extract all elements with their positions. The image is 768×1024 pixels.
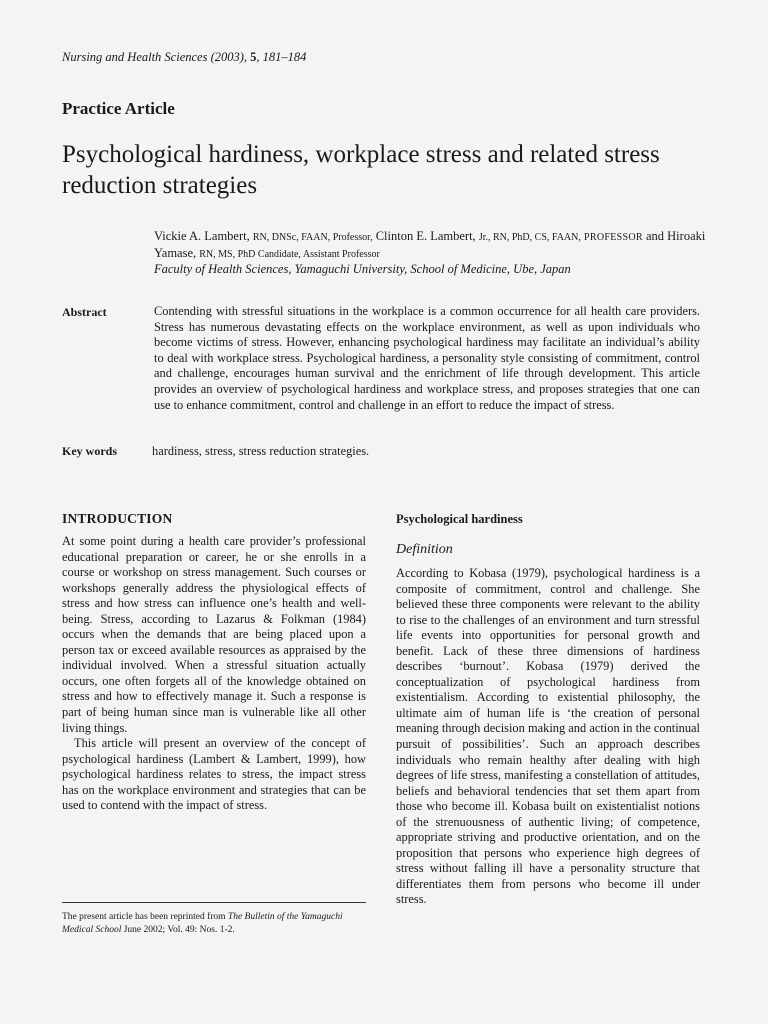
abstract-label: Abstract [62, 305, 107, 319]
affiliation: Faculty of Health Sciences, Yamaguchi University, School of Medicine, Ube, Japan [154, 262, 571, 276]
author-block [154, 229, 724, 278]
author-2-credentials: Jr., RN, PhD, CS, FAAN, [478, 232, 581, 243]
journal-name: Nursing and Health Sciences [62, 50, 208, 64]
author-1-credentials: RN, DNSc, FAAN, Professor, [252, 232, 373, 243]
author-conjunction: and [645, 229, 665, 243]
hardiness-paragraph-1: According to Kobasa (1979), psychological hardiness is a composite of commitment, control and challenge. She believed these three components were relevant to the ability to rise to the challenges of an environment and turn stressful life events into opportunities for personal growth and benefit. Lack of these three dimensions of hardiness describes ‘burnout’. Kobasa (1979) derived the conceptualization of psychological hardiness from existentialism. According to existential philosophy, the ultimate aim of human life is ‘the creation of personal meaning through decision making and action in the continual pursuit of possibilities’. Such an approach describes individuals who remain healthy after dealing with high degrees of life stress, manifesting a constellation of attitudes, beliefs and behavioral tendencies that set them apart from those who become ill. Kobasa built on existentialist notions of the strenuousness of authentic living; of competence, appropriate striving and productive orientation, and on the proposition that persons who experience high degrees of stress without falling ill have a personality structure that differentiates them from persons who become ill under stress. [396, 566, 700, 907]
hardiness-heading: Psychological hardiness [396, 512, 523, 526]
intro-heading: INTRODUCTION [62, 511, 173, 526]
keywords-text: hardiness, stress, stress reduction strategies. [152, 444, 370, 458]
author-3-credentials: RN, MS, PhD Candidate, Assistant Professor [199, 248, 380, 260]
article-type: Practice Article [62, 99, 175, 118]
footnote-divider [62, 902, 366, 903]
footnote-suffix: June 2002; Vol. 49: Nos. 1-2. [123, 924, 235, 935]
article-title: Psychological hardiness, workplace stress and related stress reduction strategies [62, 141, 660, 199]
author-1-name: Vickie A. Lambert, [154, 229, 250, 243]
definition-subheading: Definition [396, 542, 453, 557]
journal-year: (2003), [210, 50, 248, 64]
journal-citation [62, 50, 306, 65]
intro-paragraph-2: This article will present an overview of the concept of psychological hardiness (Lambert & Lambert, 1999), how psychological hardiness relates to stress, the impact stress has on the workplace environment and strategies that can be used to contend with the impact of stress. [62, 736, 366, 813]
left-column [62, 534, 366, 814]
right-column [396, 566, 700, 908]
footnote-source: The Bulletin of the Yamaguchi Medical School [62, 912, 343, 935]
keywords-label: Key words [62, 444, 117, 458]
intro-paragraph-1: At some point during a health care provider’s professional educational preparation or career, he or she enrolls in a course or workshop on stress management. Such courses or workshops generally address the physiological effects of stress and how stress can influence one’s health and well-being. Stress, according to Lazarus & Folkman (1984) occurs when the demands that are being placed upon a person tax or exceed available resources as appraised by the individual involved. When a stressful situation actually occurs, one often forgets all of the knowledge obtained on stress and how to effectively manage it. Such a response is part of being human since man is vulnerable like all other living things. [62, 534, 366, 735]
author-2-name: Clinton E. Lambert, [375, 229, 476, 243]
author-2-role: PROFESSOR [584, 232, 643, 243]
journal-pages: , 181–184 [256, 50, 307, 64]
journal-volume: 5 [250, 50, 257, 64]
footnote-prefix: The present article has been reprinted from [62, 912, 226, 922]
footnote [62, 911, 368, 936]
abstract-text: Contending with stressful situations in the workplace is a common occurrence for all health care providers. Stress has numerous devastating effects on the workplace environment, as well as upon individuals who become victims of stress. However, enhancing psychological hardiness may facilitate an individual’s ability to deal with workplace stress. Psychological hardiness, a personality style consisting of commitment, control and challenge, encourages human survival and the enrichment of life through development. This article provides an overview of psychological hardiness and workplace stress, and proposes strategies that one can use to enhance commitment, control and challenge in an effort to reduce the impact of stress. [154, 304, 700, 412]
author-3-name: Hiroaki Yamase, [154, 229, 706, 260]
